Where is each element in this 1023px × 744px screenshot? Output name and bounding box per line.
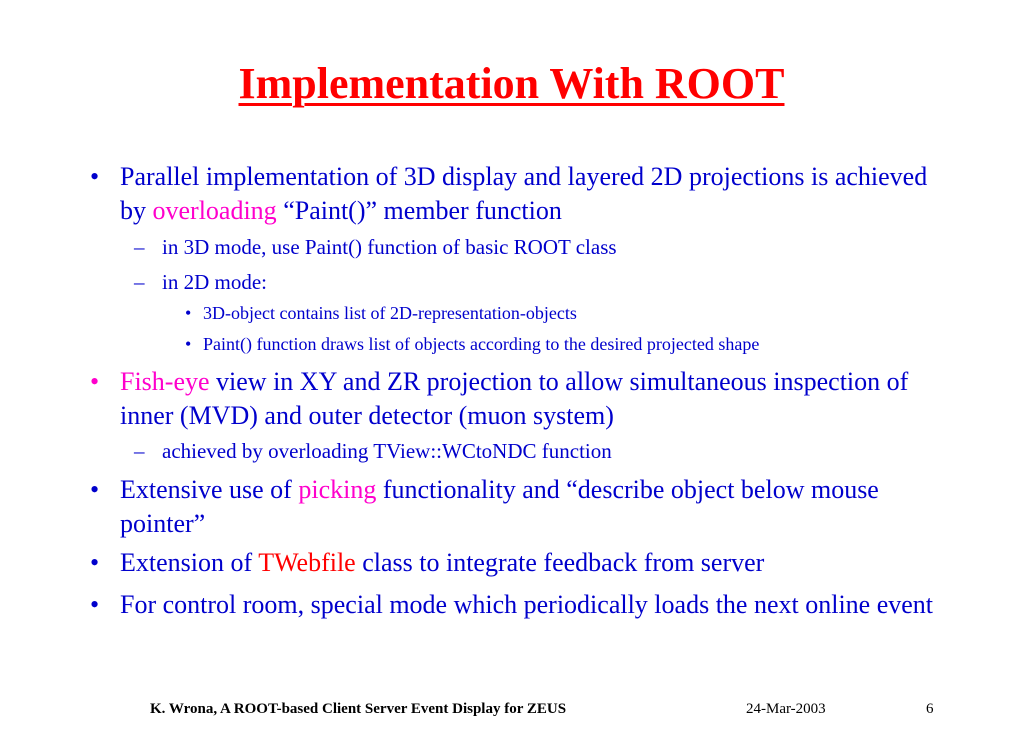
subbullet-3d-mode [134,233,962,261]
bullet-text: “Paint()” member function [276,196,562,225]
bullet-marker: • [185,334,192,354]
subsubbullet-paint-function [185,331,983,357]
highlight-fish-eye: Fish-eye [120,367,210,396]
bullet-text: Parallel implementation of 3D display and layered 2D projections is achieved by [120,162,928,225]
subbullet-wctondc [134,437,962,465]
highlight-overloading: overloading [152,196,277,225]
bullet-fish-eye [90,365,950,433]
subbullet-2d-mode [134,268,962,296]
bullet-text: view in XY and ZR projection to allow simultaneous inspection of inner (MVD) and outer detector (muon system) [120,367,909,430]
bullet-text: Extensive use of [120,475,299,504]
bullet-marker: • [185,303,192,323]
bullet-marker: • [90,367,100,396]
subbullet-text: in 2D mode: [162,270,267,294]
bullet-control-room [90,588,950,622]
subsubbullet-text: 3D-object contains list of 2D-representation-objects [203,303,577,323]
bullet-marker: • [90,162,100,191]
bullet-parallel-implementation [90,160,950,228]
bullet-text: class to integrate feedback from server [355,548,765,577]
bullet-text: Extension of [120,548,259,577]
dash-marker: – [134,439,145,463]
bullet-twebfile [90,546,950,580]
bullet-marker: • [90,548,100,577]
bullet-text: For control room, special mode which periodically loads the next online event [120,590,934,619]
bullet-marker: • [90,475,100,504]
dash-marker: – [134,235,145,259]
subsubbullet-3d-object [185,300,983,326]
subbullet-text: achieved by overloading TView::WCtoNDC function [162,439,612,463]
highlight-picking: picking [298,475,377,504]
footer-page-number: 6 [926,701,934,717]
bullet-marker: • [90,590,100,619]
highlight-twebfile: TWebfile [258,548,356,577]
bullet-text: functionality and “describe object below mouse pointer” [120,475,879,538]
dash-marker: – [134,270,145,294]
bullet-picking [90,473,950,541]
footer-author: K. Wrona, A ROOT-based Client Server Event Display for ZEUS [150,701,567,717]
slide-title: Implementation With ROOT [238,59,785,108]
subsubbullet-text: Paint() function draws list of objects according to the desired projected shape [203,334,760,354]
footer-date: 24-Mar-2003 [746,701,826,717]
subbullet-text: in 3D mode, use Paint() function of basic ROOT class [162,235,617,259]
